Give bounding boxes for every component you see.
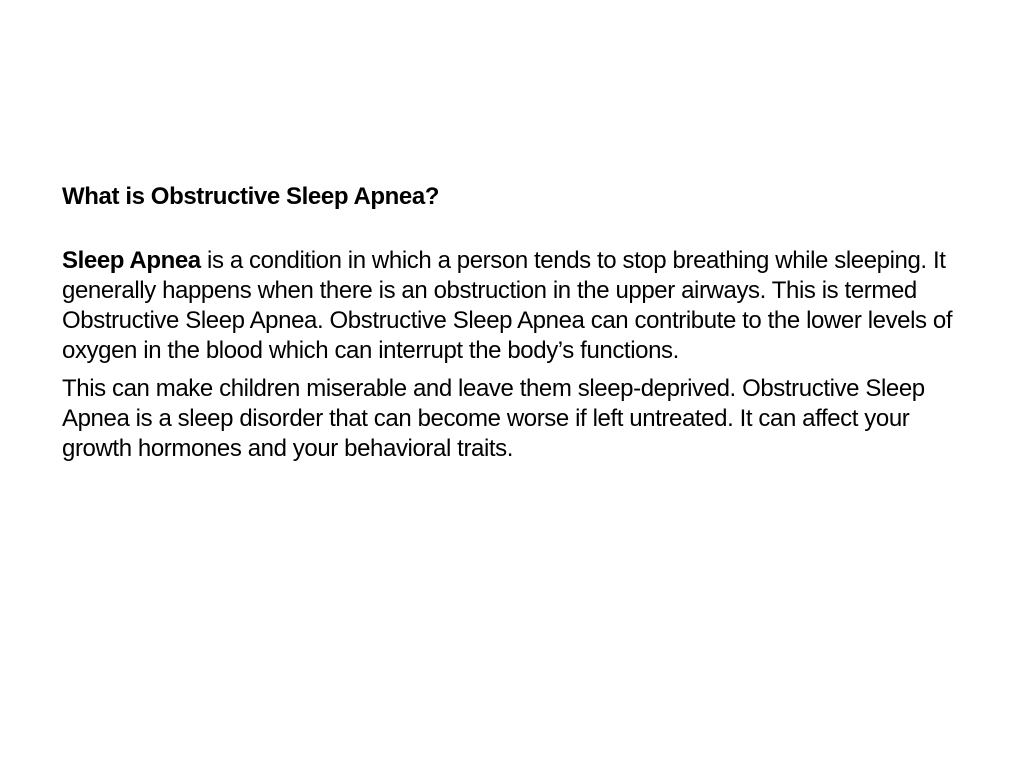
slide-heading: What is Obstructive Sleep Apnea? [62,183,440,210]
definition-text: is a condition in which a person tends to stop breathing while sleeping. It generally happens when there is an obstruction in the upper airways. This is termed Obstructive Sleep Apnea. Obstructive Sleep Apnea can contribute to the lower levels of oxygen in the blood which can interrupt the body’s functions. [62,247,953,364]
paragraph-effects: This can make children miserable and leave them sleep-deprived. Obstructive Sleep Apnea is a sleep disorder that can become worse if left untreated. It can affect your growth hormones and your behavioral traits. [62,375,925,462]
bold-term: Sleep Apnea [62,247,201,274]
paragraph-definition [62,246,967,366]
slide-content [62,182,967,472]
